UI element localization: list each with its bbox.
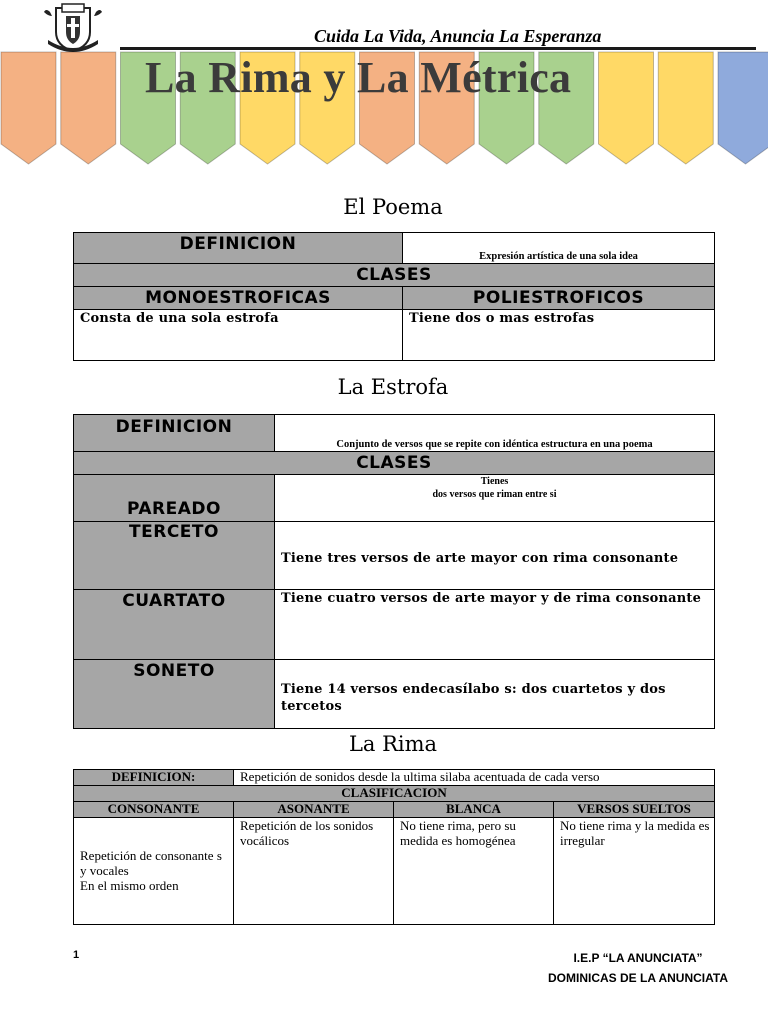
poema-monoestroficas-text: Consta de una sola estrofa xyxy=(74,310,403,361)
estrofa-cuartato-text: Tiene cuatro versos de arte mayor y de rima consonante xyxy=(275,590,715,660)
rima-definicion-label: DEFINICION: xyxy=(74,770,234,786)
rima-consonante-text: Repetición de consonante s y vocales En el mismo orden xyxy=(74,818,234,925)
rima-col-asonante: ASONANTE xyxy=(234,802,394,818)
poema-table xyxy=(73,232,715,361)
rima-col-blanca: BLANCA xyxy=(394,802,554,818)
estrofa-cuartato-label: CUARTATO xyxy=(74,590,275,660)
banner-pennant xyxy=(1,52,56,164)
estrofa-pareado-label: PAREADO xyxy=(74,475,275,522)
estrofa-pareado-text-line2: dos versos que riman entre si xyxy=(432,489,557,500)
poema-definicion-label: DEFINICION xyxy=(74,233,403,264)
rima-asonante-text: Repetición de los sonidos vocálicos xyxy=(234,818,394,925)
footer-line2: DOMINICAS DE LA ANUNCIATA xyxy=(548,971,728,985)
section-title-rima: La Rima xyxy=(348,732,438,756)
rima-definicion-text: Repetición de sonidos desde la ultima silaba acentuada de cada verso xyxy=(234,770,715,786)
estrofa-terceto-text: Tiene tres versos de arte mayor con rima consonante xyxy=(275,522,715,590)
motto: Cuida La Vida, Anuncia La Esperanza xyxy=(314,26,602,46)
footer-institution xyxy=(520,948,756,988)
estrofa-definicion-text: Conjunto de versos que se repite con idéntica estructura en una poema xyxy=(275,415,715,452)
page-title: La Rima y La Métrica xyxy=(145,53,572,102)
rima-clasificacion-label: CLASIFICACION xyxy=(74,786,715,802)
page-number: 1 xyxy=(73,949,80,961)
rima-col-consonante: CONSONANTE xyxy=(74,802,234,818)
footer-line1: I.E.P “LA ANUNCIATA” xyxy=(573,951,703,965)
estrofa-pareado-text xyxy=(275,475,715,522)
rima-table xyxy=(73,769,715,925)
rima-col-versos-sueltos: VERSOS SUELTOS xyxy=(554,802,715,818)
rima-versos-sueltos-text: No tiene rima y la medida es irregular xyxy=(554,818,715,925)
estrofa-terceto-label: TERCETO xyxy=(74,522,275,590)
estrofa-soneto-text: Tiene 14 versos endecasílabo s: dos cuartetos y dos tercetos xyxy=(275,660,715,729)
banner-pennant xyxy=(61,52,116,164)
estrofa-pareado-text-line1: Tienes xyxy=(480,476,509,487)
school-crest-logo xyxy=(42,2,104,52)
poema-definicion-text: Expresión artística de una sola idea xyxy=(403,233,715,264)
poema-poliestroficos-text: Tiene dos o mas estrofas xyxy=(403,310,715,361)
section-title-poema: El Poema xyxy=(343,195,443,219)
poema-clases-label: CLASES xyxy=(74,264,715,287)
rima-blanca-text: No tiene rima, pero su medida es homogénea xyxy=(394,818,554,925)
poema-poliestroficos-header: POLIESTROFICOS xyxy=(403,287,715,310)
banner-pennant xyxy=(658,52,713,164)
estrofa-soneto-label: SONETO xyxy=(74,660,275,729)
banner-pennant xyxy=(718,52,768,164)
banner-pennant xyxy=(599,52,654,164)
estrofa-definicion-label: DEFINICION xyxy=(74,415,275,452)
poema-monoestroficas-header: MONOESTROFICAS xyxy=(74,287,403,310)
estrofa-table xyxy=(73,414,715,729)
section-title-estrofa: La Estrofa xyxy=(337,375,449,399)
estrofa-clases-label: CLASES xyxy=(74,452,715,475)
